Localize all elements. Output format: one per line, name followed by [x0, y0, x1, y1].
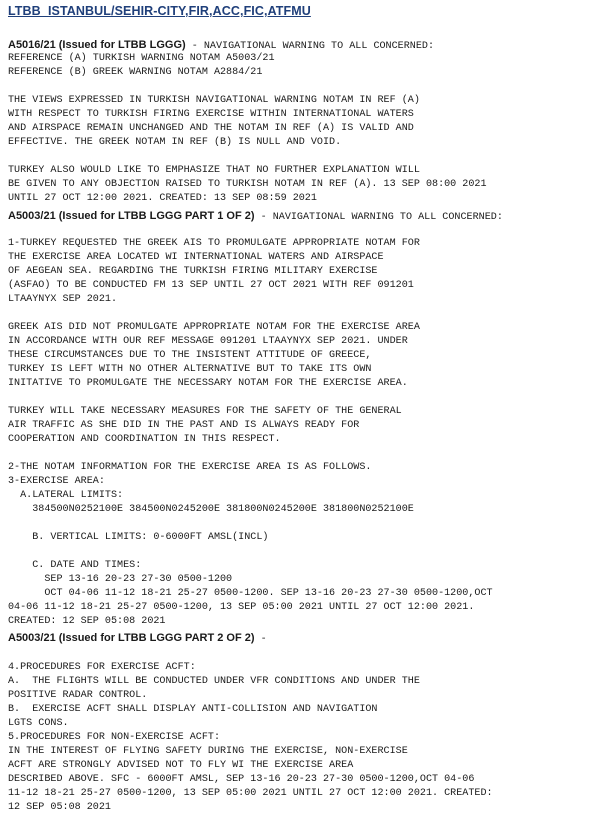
vertical-limits: B. VERTICAL LIMITS: 0-6000FT AMSL(INCL): [8, 532, 269, 543]
notam-a5003-part1-heading: [8, 209, 503, 225]
notam-id: A5016/21 (Issued for LTBB LGGG): [8, 39, 186, 51]
reference-a: REFERENCE (A) TURKISH WARNING NOTAM A5003/21: [8, 53, 275, 64]
paragraph: 1-TURKEY REQUESTED THE GREEK AIS TO PROMULGATE APPROPRIATE NOTAM FOR THE EXERCISE AREA LOCATED WI INTERNATIONAL WATERS AND AIRSPACE OF AEGEAN SEA. REGARDING THE TURKISH FIRING MILITARY EXERCISE (ASFAO) TO BE CONDUCTED FM 13 SEP UNTIL 27 OCT 2021 WITH REF 091201 LTAAYNYX SEP 2021.: [8, 238, 420, 305]
date-and-times: C. DATE AND TIMES: SEP 13-16 20-23 27-30 0500-1200 OCT 04-06 11-12 18-21 25-27 0500-1200. SEP 13-16 20-23 27-30 0500-1200,OCT 04-06 11-12 18-21 25-27 0500-1200, 13 SEP 05:00 2021 UNTIL 27 OCT 12:00 2021. CREATED: 12 SEP 05:08 2021: [8, 560, 493, 627]
notam-id: A5003/21 (Issued for LTBB LGGG PART 2 OF 2): [8, 632, 255, 644]
notam-title: - NAVIGATIONAL WARNING TO ALL CONCERNED:: [254, 212, 503, 223]
notam-a5003-part2-heading: [8, 631, 267, 647]
fir-header-link[interactable]: LTBB ISTANBUL/SEHIR-CITY,FIR,ACC,FIC,ATFMU: [8, 4, 311, 18]
exercise-area-section: 2-THE NOTAM INFORMATION FOR THE EXERCISE AREA IS AS FOLLOWS. 3-EXERCISE AREA: A.LATERAL LIMITS: 384500N0252100E 384500N0245200E 381800N0245200E 381800N0252100E: [8, 462, 414, 515]
paragraph: TURKEY WILL TAKE NECESSARY MEASURES FOR THE SAFETY OF THE GENERAL AIR TRAFFIC AS SHE DID IN THE PAST AND IS ALWAYS READY FOR COOPERATION AND COORDINATION IN THIS RESPECT.: [8, 406, 402, 445]
notam-id: A5003/21 (Issued for LTBB LGGG PART 1 OF 2): [8, 210, 255, 222]
notam-title: -: [254, 634, 267, 645]
notam-title: - NAVIGATIONAL WARNING TO ALL CONCERNED:: [185, 41, 435, 52]
paragraph: THE VIEWS EXPRESSED IN TURKISH NAVIGATIONAL WARNING NOTAM IN REF (A) WITH RESPECT TO TURKISH FIRING EXERCISE WITHIN INTERNATIONAL WATERS AND AIRSPACE REMAIN UNCHANGED AND THE NOTAM IN REF (A) IS VALID AND EFFECTIVE. THE GREEK NOTAM IN REF (B) IS NULL AND VOID.: [8, 95, 420, 148]
paragraph: TURKEY ALSO WOULD LIKE TO EMPHASIZE THAT NO FURTHER EXPLANATION WILL BE GIVEN TO ANY OBJECTION RAISED TO TURKISH NOTAM IN REF (A). 13 SEP 08:00 2021 UNTIL 27 OCT 12:00 2021. CREATED: 13 SEP 08:59 2021: [8, 165, 487, 204]
paragraph: GREEK AIS DID NOT PROMULGATE APPROPRIATE NOTAM FOR THE EXERCISE AREA IN ACCORDANCE WITH OUR REF MESSAGE 091201 LTAAYNYX SEP 2021. UNDER THESE CIRCUMSTANCES DUE TO THE INSISTENT ATTITUDE OF GREECE, TURKEY IS LEFT WITH NO OTHER ALTERNATIVE BUT TO TAKE ITS OWN INITATIVE TO PROMULGATE THE NECESSARY NOTAM FOR THE EXERCISE AREA.: [8, 322, 420, 389]
lateral-limits-coordinates: 384500N0252100E 384500N0245200E 381800N0245200E 381800N0252100E: [8, 504, 414, 515]
procedures-section: 4.PROCEDURES FOR EXERCISE ACFT: A. THE FLIGHTS WILL BE CONDUCTED UNDER VFR CONDITIONS AND UNDER THE POSITIVE RADAR CONTROL. B. EXERCISE ACFT SHALL DISPLAY ANTI-COLLISION AND NAVIGATION LGTS CONS. 5.PROCEDURES FOR NON-EXERCISE ACFT: IN THE INTEREST OF FLYING SAFETY DURING THE EXERCISE, NON-EXERCISE ACFT ARE STRONGLY ADVISED NOT TO FLY WI THE EXERCISE AREA DESCRIBED ABOVE. SFC - 6000FT AMSL, SEP 13-16 20-23 27-30 0500-1200,OCT 04-06 11-12 18-21 25-27 0500-1200, 13 SEP 05:00 2021 UNTIL 27 OCT 12:00 2021. CREATED: 12 SEP 05:08 2021: [8, 662, 493, 813]
reference-b: REFERENCE (B) GREEK WARNING NOTAM A2884/21: [8, 67, 263, 78]
